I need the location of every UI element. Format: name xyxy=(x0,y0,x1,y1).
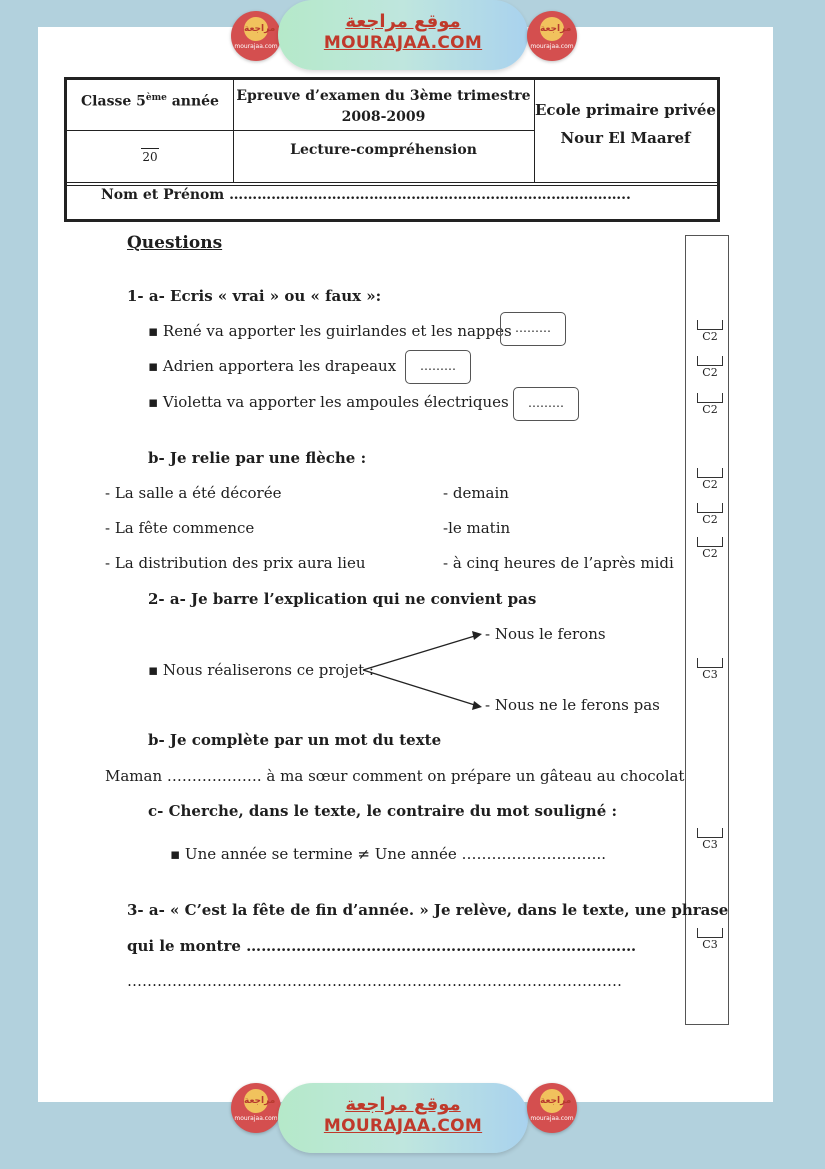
logo-icon: مراجعة mourajaa.com xyxy=(527,11,577,61)
competence-mark: C2 xyxy=(697,356,723,379)
banner-arabic: موقع مراجعة xyxy=(345,11,461,32)
q1a-item-3: ▪ Violetta va apporter les ampoules électriques xyxy=(148,393,509,411)
banner-latin: MOURAJAA.COM xyxy=(323,1116,483,1136)
answer-box-3[interactable]: ……… xyxy=(513,387,579,421)
match-right-1[interactable]: - demain xyxy=(443,484,509,502)
competence-mark: C2 xyxy=(697,503,723,526)
logo-icon: مراجعة mourajaa.com xyxy=(527,1083,577,1133)
site-banner-bottom[interactable] xyxy=(278,1083,528,1153)
match-right-3[interactable]: - à cinq heures de l’après midi xyxy=(443,554,674,572)
q1a-title: 1- a- Ecris « vrai » ou « faux »: xyxy=(127,287,382,305)
q2a-title: 2- a- Je barre l’explication qui ne convient pas xyxy=(148,590,537,608)
match-right-2[interactable]: -le matin xyxy=(443,519,511,537)
competence-mark: C3 xyxy=(697,658,723,681)
q1a-item-1: ▪ René va apporter les guirlandes et les nappes xyxy=(148,322,512,340)
banner-arabic: موقع مراجعة xyxy=(345,1094,461,1115)
q1b-title: b- Je relie par une flèche : xyxy=(148,449,367,467)
competence-mark: C2 xyxy=(697,468,723,491)
q2a-option-1[interactable]: - Nous le ferons xyxy=(485,625,606,643)
competence-mark: C2 xyxy=(697,320,723,343)
q2b-title: b- Je complète par un mot du texte xyxy=(148,731,442,749)
q2a-stem: ▪ Nous réaliserons ce projet : xyxy=(148,661,374,679)
epreuve-title: Epreuve d’examen du 3ème trimestre 2008-2009 xyxy=(236,88,531,125)
competence-mark: C3 xyxy=(697,828,723,851)
q3-line-2[interactable]: qui le montre …………………………………………………………………… xyxy=(127,937,637,955)
logo-icon: مراجعة mourajaa.com xyxy=(231,11,281,61)
q3-line-1: 3- a- « C’est la fête de fin d’année. » Je relève, dans le texte, une phrase xyxy=(127,901,729,919)
q2b-sentence[interactable]: Maman ………………. à ma sœur comment on prépare un gâteau au chocolat xyxy=(105,767,685,785)
matiere-label: Lecture-compréhension xyxy=(290,142,477,158)
match-left-3[interactable]: - La distribution des prix aura lieu xyxy=(105,554,366,572)
match-left-1[interactable]: - La salle a été décorée xyxy=(105,484,282,502)
competence-mark: C2 xyxy=(697,393,723,416)
q2a-option-2[interactable]: - Nous ne le ferons pas xyxy=(485,696,660,714)
note-sur-20: 20 xyxy=(142,150,158,164)
site-banner-top[interactable] xyxy=(278,0,528,70)
competence-mark: C2 xyxy=(697,537,723,560)
answer-box-1[interactable]: ……… xyxy=(500,312,566,346)
header-table xyxy=(64,77,720,222)
banner-latin: MOURAJAA.COM xyxy=(323,33,483,53)
questions-title: Questions xyxy=(127,233,223,253)
q2c-title: c- Cherche, dans le texte, le contraire du mot souligné : xyxy=(148,802,617,820)
classe-label: Classe 5ème année xyxy=(81,93,219,110)
nom-prenom-field[interactable]: Nom et Prénom ………………………………………………………………………….. xyxy=(101,187,631,203)
q3-line-3[interactable]: ……………………………………………………………………………………… xyxy=(127,972,622,990)
competence-mark: C3 xyxy=(697,928,723,951)
logo-icon: مراجعة mourajaa.com xyxy=(231,1083,281,1133)
match-left-2[interactable]: - La fête commence xyxy=(105,519,255,537)
answer-box-2[interactable]: ……… xyxy=(405,350,471,384)
q2c-sentence[interactable]: ▪ Une année se termine ≠ Une année ……………………….. xyxy=(170,845,607,863)
ecole-name: Ecole primaire privée Nour El Maaref xyxy=(535,101,716,147)
q1a-item-2: ▪ Adrien apportera les drapeaux xyxy=(148,357,397,375)
branch-arrows-icon xyxy=(360,628,490,713)
